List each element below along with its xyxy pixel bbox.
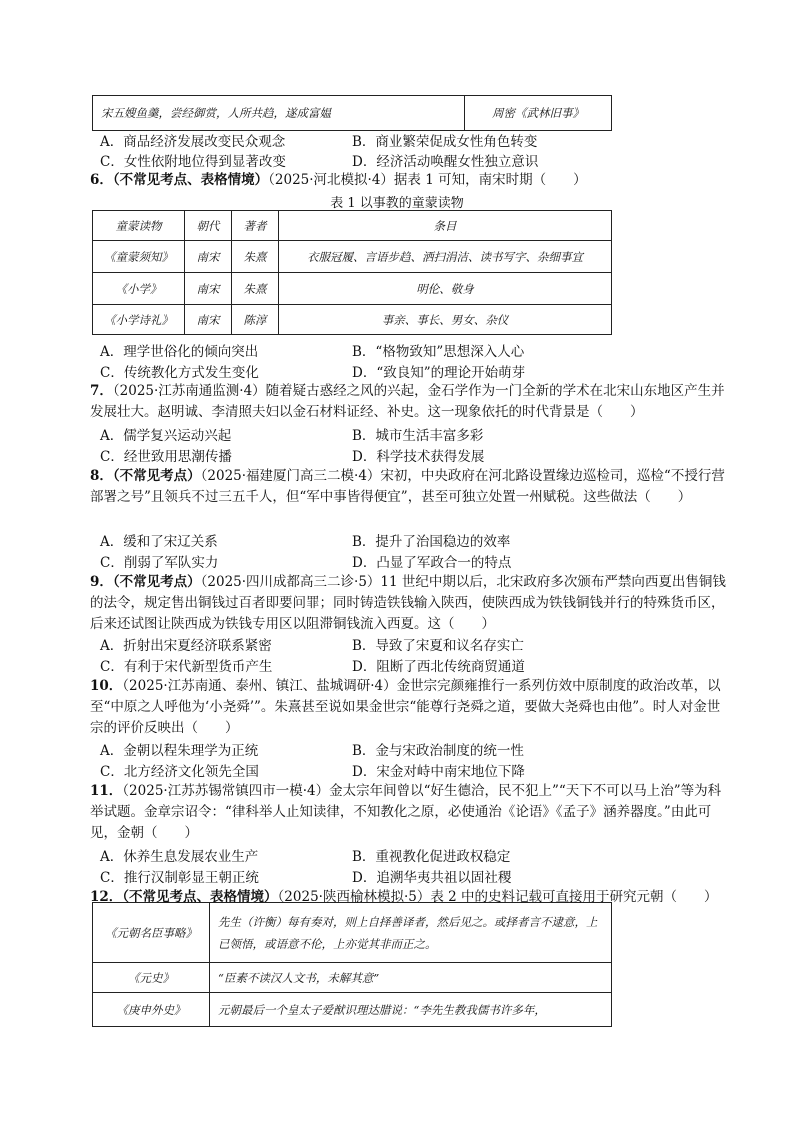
q8-number: 8． (90, 468, 113, 484)
q12-row2-text: “臣素不读汉人文书，未解其意” (210, 963, 612, 993)
q6-option-b[interactable]: B．“格物致知”思想深入人心 (352, 344, 525, 360)
q5-option-b[interactable]: B．商业繁荣促成女性角色转变 (352, 134, 538, 150)
q6-row2-author: 朱熹 (232, 273, 279, 305)
q12-row1-text: 先生（许衡）每有奏对，则上自择善译者，然后见之。或择者言不逮意，上已领悟，或语意不伦，上亦觉其非而正之。 (210, 903, 612, 963)
q6-row3-items: 事亲、事长、男女、杂仪 (279, 305, 612, 335)
q10-text: （2025·江苏南通、泰州、镇江、盐城调研·4）金世宗完颜雍推行一系列仿效中原制度的政治改革，以至“中原之人呼他为‘小尧舜’”。朱熹甚至说如果金世宗“能尊行尧舜之道，要做大尧舜也由他”。时人对金世宗的评价反映出（ ） (90, 678, 721, 736)
q11-stem (90, 781, 730, 844)
q9-option-c[interactable]: C．有利于宋代新型货币产生 (100, 659, 273, 675)
q8-option-a[interactable]: A．缓和了宋辽关系 (100, 534, 218, 550)
q12-text: （2025·陕西榆林模拟·5）表 2 中的史料记载可直接用于研究元朝（ ） (277, 889, 718, 905)
q9-option-a[interactable]: A．折射出宋夏经济联系紧密 (100, 638, 272, 654)
q5-table-quote: 宋五嫂鱼羹，尝经御赏，人所共趋，遂成富媪 (93, 96, 465, 131)
q5-source-table (92, 95, 612, 131)
q9-option-b[interactable]: B．导致了宋夏和议名存实亡 (352, 638, 524, 654)
q12-tag: （不常见考点、表格情境） (122, 889, 278, 905)
q7-option-b[interactable]: B．城市生活丰富多彩 (352, 428, 484, 444)
q6-table-caption: 表 1 以事教的童蒙读物 (330, 196, 464, 211)
q12-row1-source: 《元朝名臣事略》 (93, 903, 210, 963)
q6-row3-dynasty: 南宋 (185, 305, 232, 335)
q12-row2-source: 《元史》 (93, 963, 210, 993)
q8-stem (90, 466, 730, 508)
q10-stem (90, 676, 730, 739)
q6-header-title: 童蒙读物 (93, 211, 185, 241)
q12-number: 12． (90, 889, 123, 905)
q9-number: 9． (90, 574, 113, 590)
q7-option-c[interactable]: C．经世致用思潮传播 (100, 449, 232, 465)
q6-row2-dynasty: 南宋 (185, 273, 232, 305)
q7-text: （2025·江苏南通监测·4）随着疑古惑经之风的兴起，金石学作为一门全新的学术在北宋山东地区产生并发展壮大。赵明诚、李清照夫妇以金石材料证经、补史。这一现象依托的时代背景是（ ） (90, 383, 725, 420)
q6-table (92, 210, 612, 335)
q6-tag: （不常见考点、表格情境） (112, 172, 269, 188)
q6-header-author: 著者 (232, 211, 279, 241)
q10-number: 10． (90, 678, 123, 694)
q6-option-d[interactable]: D．“致良知”的理论开始萌芽 (352, 365, 526, 381)
q7-stem (90, 381, 730, 423)
q5-table-source: 周密《武林旧事》 (465, 96, 612, 131)
q6-row3-title: 《小学诗礼》 (93, 305, 185, 335)
q5-option-d[interactable]: D．经济活动唤醒女性独立意识 (352, 154, 539, 170)
q6-row1-items: 衣服冠履、言语步趋、洒扫涓洁、读书写字、杂细事宜 (279, 241, 612, 273)
q11-option-a[interactable]: A．休养生息发展农业生产 (100, 849, 259, 865)
q8-text: （2025·福建厦门高三二模·4）宋初，中央政府在河北路设置缘边巡检司，巡检“不授行营部署之号”且领兵不过三五千人，但“军中事皆得便宜”，甚至可独立处置一州赋税。这些做法（ ） (90, 468, 725, 505)
q8-option-d[interactable]: D．凸显了军政合一的特点 (352, 555, 512, 571)
q12-table (92, 902, 612, 1027)
q12-row3-source: 《庚申外史》 (93, 993, 210, 1027)
q11-number: 11． (90, 783, 123, 799)
q6-stem (90, 170, 730, 191)
q5-option-c[interactable]: C．女性依附地位得到显著改变 (100, 154, 286, 170)
q6-row2-title: 《小学》 (93, 273, 185, 305)
q6-text: （2025·河北模拟·4）据表 1 可知，南宋时期（ ） (268, 172, 587, 188)
q10-option-b[interactable]: B．金与宋政治制度的统一性 (352, 743, 524, 759)
q11-option-c[interactable]: C．推行汉制彰显王朝正统 (100, 870, 259, 886)
q7-option-a[interactable]: A．儒学复兴运动兴起 (100, 428, 232, 444)
q6-option-a[interactable]: A．理学世俗化的倾向突出 (100, 344, 259, 360)
q6-row3-author: 陈淳 (232, 305, 279, 335)
q9-tag: （不常见考点） (112, 574, 201, 590)
q9-option-d[interactable]: D．阻断了西北传统商贸通道 (352, 659, 525, 675)
q7-option-d[interactable]: D．科学技术获得发展 (352, 449, 485, 465)
q5-option-a[interactable]: A．商品经济发展改变民众观念 (100, 134, 286, 150)
q6-row1-author: 朱熹 (232, 241, 279, 273)
q7-number: 7． (90, 383, 113, 399)
q8-option-c[interactable]: C．削弱了军队实力 (100, 555, 219, 571)
q11-option-d[interactable]: D．追溯华夷共祖以固社稷 (352, 870, 512, 886)
q11-option-b[interactable]: B．重视教化促进政权稳定 (352, 849, 511, 865)
q10-option-c[interactable]: C．北方经济文化领先全国 (100, 764, 259, 780)
q10-option-d[interactable]: D．宋金对峙中南宋地位下降 (352, 764, 525, 780)
q9-text: （2025·四川成都高三二诊·5）11 世纪中期以后，北宋政府多次颁布严禁向西夏出售铜钱的法令，规定售出铜钱过百者即要问罪；同时铸造铁钱输入陕西，使陕西成为铁钱铜钱并行的特殊货币区，后来还试图让陕西成为铁钱专用区以阻滞铜钱流入西夏。这（ ） (90, 574, 726, 632)
q11-text: （2025·江苏苏锡常镇四市一模·4）金太宗年间曾以“好生德洽，民不犯上”“天下不可以马上治”等为科举试题。金章宗诏令：“律科举人止知读律，不知教化之原，必使通治《论语》《孟子》涵养器度。”由此可见，金朝（ ） (90, 783, 722, 841)
q6-header-dynasty: 朝代 (185, 211, 232, 241)
q6-header-items: 条目 (279, 211, 612, 241)
q6-option-c[interactable]: C．传统教化方式发生变化 (100, 365, 259, 381)
q10-option-a[interactable]: A．金朝以程朱理学为正统 (100, 743, 259, 759)
q12-row3-text: 元朝最后一个皇太子爱猷识理达腊说：“李先生教我儒书许多年， (210, 993, 612, 1027)
q6-row2-items: 明伦、敬身 (279, 273, 612, 305)
q6-row1-title: 《童蒙须知》 (93, 241, 185, 273)
q6-row1-dynasty: 南宋 (185, 241, 232, 273)
q8-tag: （不常见考点） (112, 468, 201, 484)
q9-stem (90, 572, 730, 635)
q8-option-b[interactable]: B．提升了治国稳边的效率 (352, 534, 511, 550)
q6-number: 6． (90, 172, 113, 188)
